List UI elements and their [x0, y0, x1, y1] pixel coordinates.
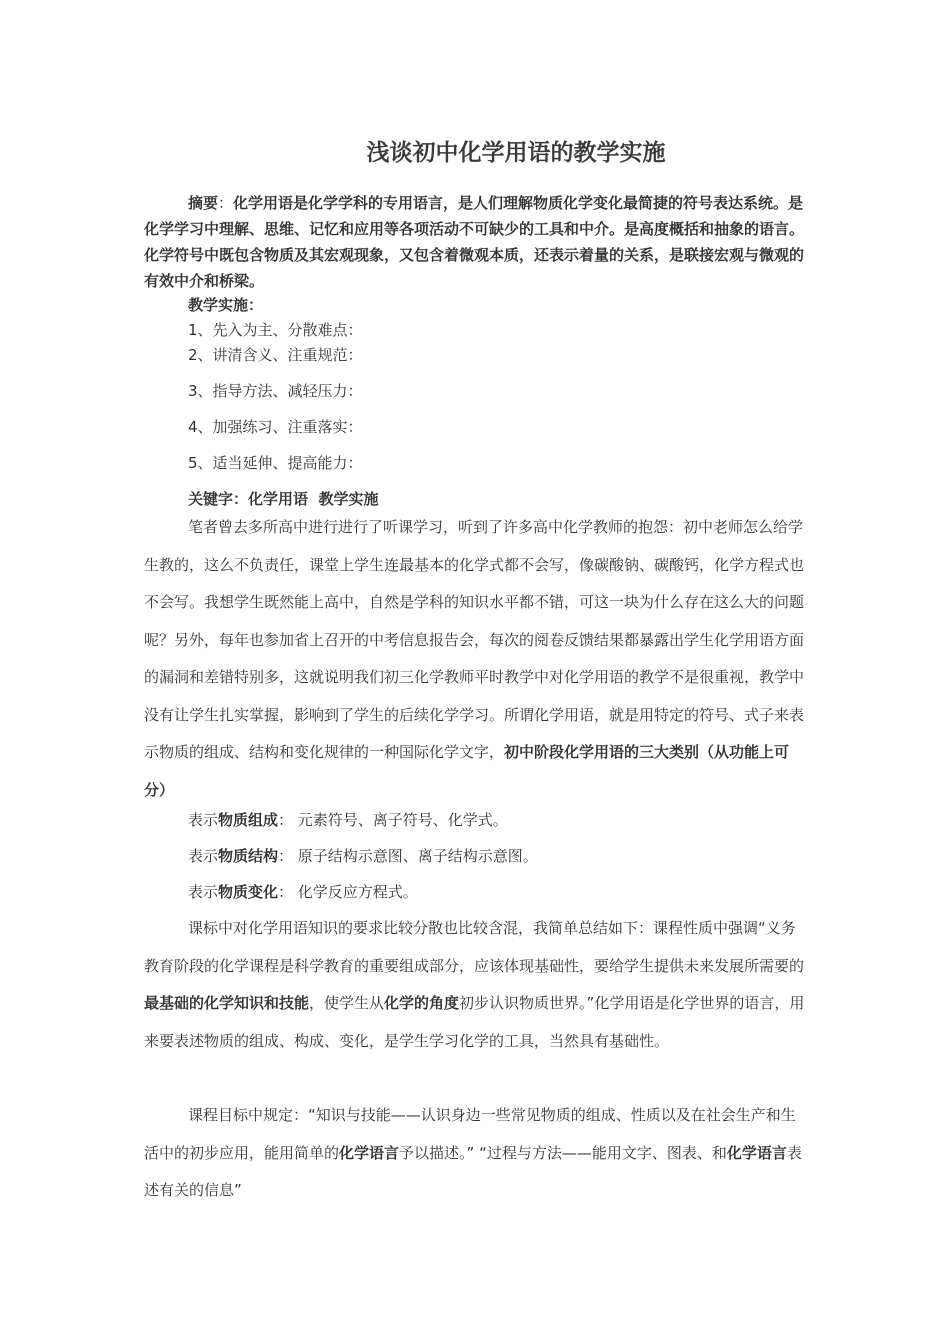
category-name: 物质组成: [218, 811, 279, 829]
teaching-item: 2、讲清含义、注重规范：: [188, 346, 363, 364]
category-prefix: 表示: [188, 883, 219, 901]
abstract-paragraph: [144, 190, 808, 294]
category-name: 物质变化: [218, 883, 279, 901]
abstract-separator: ：: [218, 194, 234, 212]
curriculum-text: ，使学生从: [309, 994, 385, 1012]
goals-text: 表述有关的信息”: [144, 1143, 802, 1199]
teaching-item: 1、先入为主、分散难点：: [188, 321, 363, 339]
teaching-item: 4、加强练习、注重落实：: [188, 418, 363, 436]
keywords-line: 关键字：化学用语 教学实施: [188, 490, 379, 508]
curriculum-bold-text: 化学的角度: [384, 994, 460, 1012]
goals-text: 课程目标中规定：“知识与技能——认识身边一些常见物质的组成、性质以及在社会生产和生活中的初步应用，能用简单的: [144, 1106, 796, 1162]
curriculum-paragraph: [144, 910, 808, 1060]
teaching-heading: 教学实施：: [188, 296, 264, 314]
intro-text: 笔者曾去多所高中进行进行了听课学习，听到了许多高中化学教师的抱怨：初中老师怎么给学生教的，这么不负责任，课堂上学生连最基本的化学式都不会写，像碳酸钠、碳酸钙，化学方程式也不会写。我想学生既然能上高中，自然是学科的知识水平都不错，可这一块为什么存在这么大的问题呢？另外，每年也参加省上召开的中考信息报告会，每次的阅卷反馈结果都暴露出学生化学用语方面的漏洞和差错特别多，这就说明我们初三化学教师平时教学中对化学用语的教学不是很重视，教学中没有让学生扎实掌握，影响到了学生的后续化学学习。所谓化学用语，就是用特定的符号、式子来表示物质的组成、结构和变化规律的一种国际化学文字，: [144, 518, 805, 761]
category-prefix: 表示: [188, 811, 219, 829]
curriculum-text: 课标中对化学用语知识的要求比较分散也比较含混，我简单总结如下：课程性质中强调“义务教育阶段的化学课程是科学教育的重要组成部分，应该体现基础性，要给学生提供未来发展所需要的: [144, 919, 805, 975]
curriculum-bold-text: 最基础的化学知识和技能: [144, 994, 310, 1012]
category-prefix: 表示: [188, 847, 219, 865]
category-detail: ： 元素符号、离子符号、化学式。: [278, 811, 508, 829]
goals-bold-text: 化学语言: [339, 1143, 400, 1162]
abstract-text: 化学用语是化学学科的专用语言，是人们理解物质化学变化最简捷的符号表达系统。是化学学习中理解、思维、记忆和应用等各项活动不可缺少的工具和中介。是高度概括和抽象的语言。化学符号中既包含物质及其宏观现象，又包含着微观本质，还表示着量的关系，是联接宏观与微观的有效中介和桥梁。: [144, 194, 805, 290]
goals-paragraph: [144, 1097, 808, 1210]
goals-text: 予以描述。” “过程与方法——能用文字、图表、和: [399, 1143, 727, 1162]
document-title: 浅谈初中化学用语的教学实施: [366, 140, 666, 166]
category-name: 物质结构: [218, 847, 279, 865]
category-line: [188, 845, 538, 866]
intro-paragraph: [144, 509, 808, 809]
curriculum-text: 初步认识物质世界。”化学用语是化学世界的语言，用来要表述物质的组成、构成、变化，是学生学习化学的工具，当然具有基础性。: [144, 994, 805, 1050]
category-detail: ： 原子结构示意图、离子结构示意图。: [278, 847, 538, 865]
teaching-item: 3、指导方法、减轻压力：: [188, 382, 363, 400]
category-line: [188, 881, 418, 902]
goals-bold-text: 化学语言: [726, 1143, 787, 1162]
abstract-label: 摘要: [188, 194, 219, 212]
intro-bold-text: 初中阶段化学用语的三大类别（从功能上可分）: [144, 743, 790, 799]
category-line: [188, 809, 508, 830]
category-detail: ： 化学反应方程式。: [278, 883, 418, 901]
teaching-item: 5、适当延伸、提高能力：: [188, 454, 363, 472]
